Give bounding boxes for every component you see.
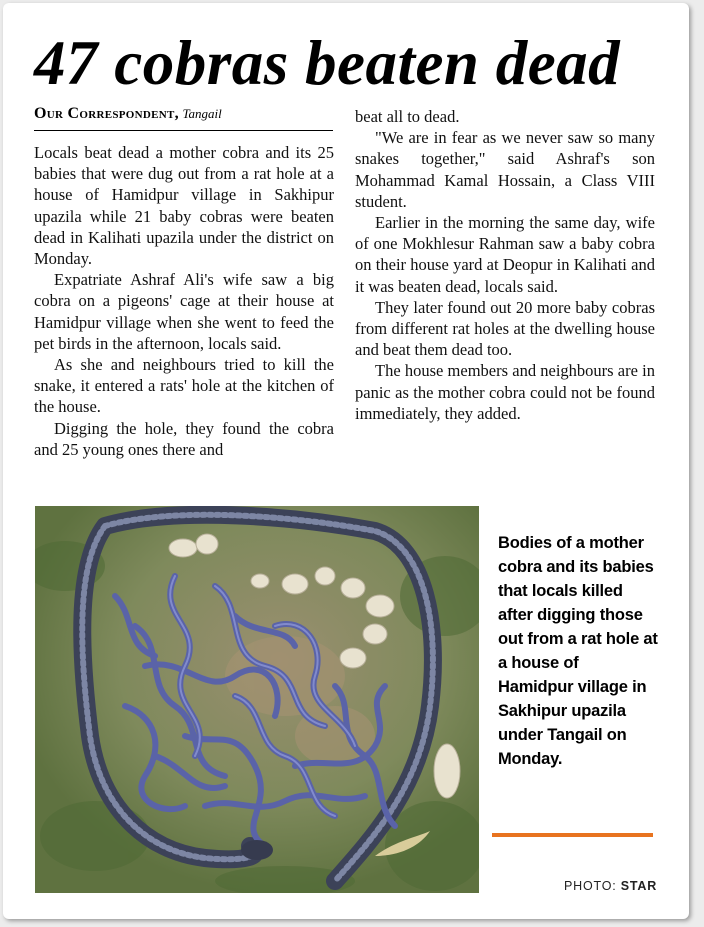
cobra-photo <box>35 506 479 893</box>
paragraph: As she and neighbours tried to kill the snake, it entered a rats' hole at the kitchen of the house. <box>34 355 334 417</box>
paragraph: Digging the hole, they found the cobra and 25 young ones there and <box>34 418 334 459</box>
photo-credit-source: STAR <box>620 879 658 893</box>
photo-caption: Bodies of a mother cobra and its babies that locals killed after digging those out from a rat hole at a house of Hamidpur village in Sakhipur upazila under Tangail on Monday. <box>498 534 658 768</box>
article-column-1 <box>34 142 334 460</box>
caption-divider <box>492 833 653 837</box>
paragraph: Expatriate Ashraf Ali's wife saw a big cobra on a pigeons' cage at their house at Hamidpur village when she went to feed the pet birds in the afternoon, locals said. <box>34 270 334 353</box>
photo-credit <box>564 879 657 893</box>
paragraph: beat all to dead. <box>355 107 460 126</box>
byline-author: Our Correspondent, <box>34 105 179 122</box>
photo-credit-label: PHOTO: <box>564 879 617 893</box>
paragraph: "We are in fear as we never saw so many snakes together," said Ashraf's son Mohammad Kamal Hossain, a Class VIII student. <box>355 128 655 211</box>
headline: 47 cobras beaten dead <box>34 28 621 98</box>
newspaper-clipping <box>3 3 689 919</box>
paragraph: The house members and neighbours are in panic as the mother cobra could not be found immediately, they added. <box>355 361 655 423</box>
byline <box>34 104 333 131</box>
paragraph: They later found out 20 more baby cobras from different rat holes at the dwelling house and beat them dead too. <box>355 297 655 360</box>
article-column-2 <box>355 106 655 424</box>
paragraph: Locals beat dead a mother cobra and its 25 babies that were dug out from a rat hole at a house of Hamidpur village in Sakhipur upazila while 21 baby cobras were beaten dead in Kalihati upazila under the district on Monday. <box>34 143 334 269</box>
paragraph: Earlier in the morning the same day, wife of one Mokhlesur Rahman saw a baby cobra on their house yard at Deopur in Kalihati and it was beaten dead, locals said. <box>355 213 655 296</box>
byline-location: Tangail <box>182 106 222 121</box>
